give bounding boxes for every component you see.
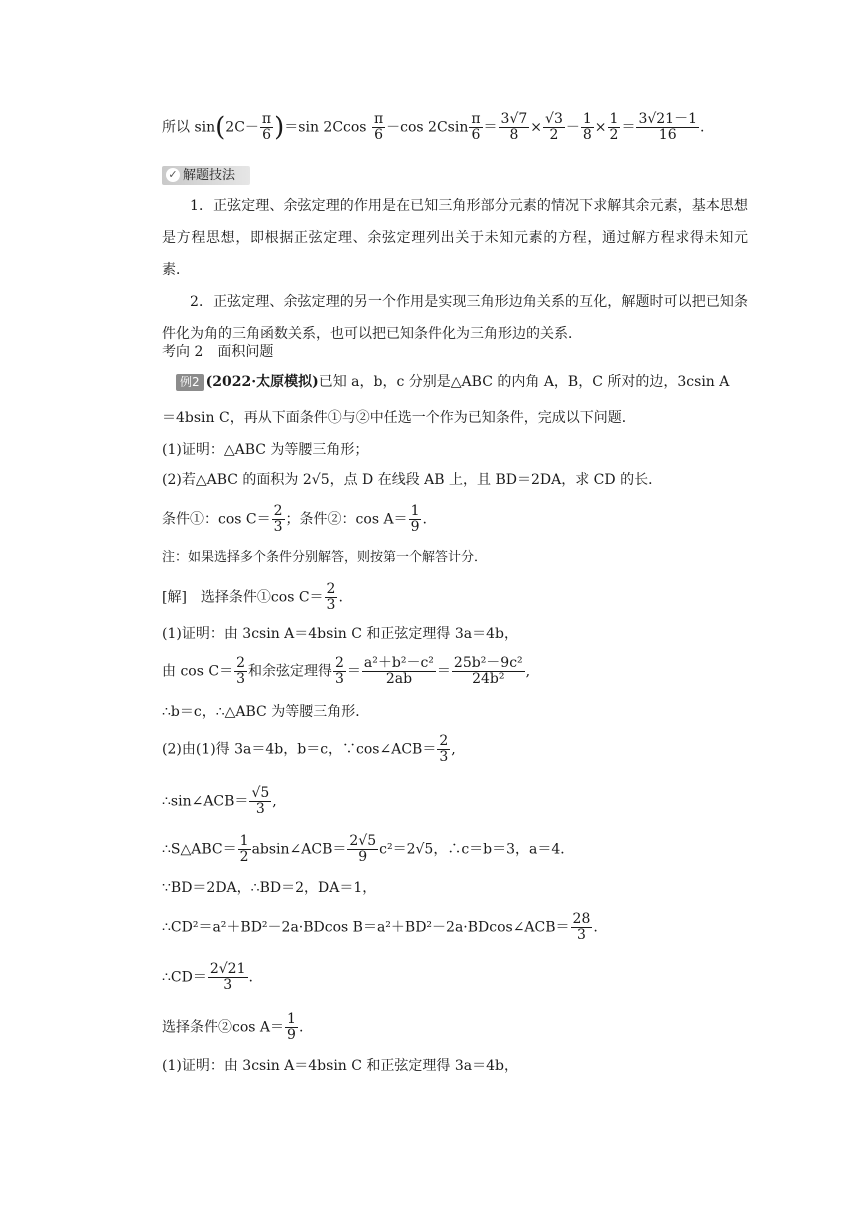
example-line-1 [176, 372, 729, 392]
fraction: $\frac{2}{3}$ [273, 503, 283, 535]
text: [解] 选择条件①cos C＝ [162, 589, 324, 606]
fraction: $\frac{1}{2}$ [609, 111, 619, 143]
fraction: $\frac{1}{2}$ [239, 833, 249, 865]
text: absin∠ACB＝ [251, 841, 347, 858]
solution-head: [解] 选择条件①cos C＝ $\frac{2}{3}$ . [162, 581, 343, 613]
fraction: $\frac{2}{3}$ [236, 655, 245, 687]
text: ∴CD²＝a²＋BD²－2a·BDcos B＝a²＋BD²－2a·BDcos∠ACB＝ [162, 919, 570, 936]
question-1: (1)证明：△ABC 为等腰三角形； [162, 442, 369, 458]
solution-step-3: ∴b＝c，∴△ABC 为等腰三角形． [162, 704, 370, 720]
example-source: (2022·太原模拟) [205, 374, 319, 390]
fraction: $\frac{2}{3}$ [326, 581, 336, 613]
text: ＝sin 2Ccos [284, 119, 367, 136]
tip-1: 1．正弦定理、余弦定理的作用是在已知三角形部分元素的情况下求解其余元素，基本思想是方程思想，即根据正弦定理、余弦定理列出关于未知元素的方程，通过解方程求得未知元素． [162, 198, 748, 278]
solution-alt-step-1: (1)证明：由 3csin A＝4bsin C 和正弦定理得 3a＝4b， [162, 1058, 519, 1074]
text: 条件①：cos C＝ [162, 511, 271, 528]
solution-step-1: (1)证明：由 3csin A＝4bsin C 和正弦定理得 3a＝4b， [162, 626, 519, 642]
fraction: $\frac{2√21}{3}$ [209, 961, 246, 993]
note: 注：如果选择多个条件分别解答，则按第一个解答计分． [162, 550, 488, 565]
badge-label: 解题技法 [183, 168, 236, 183]
text: ；条件②：cos A＝ [285, 511, 408, 528]
text: ∴sin∠ACB＝ [162, 793, 249, 810]
fraction: $\frac{2}{3}$ [335, 655, 344, 687]
text: 由 cos C＝ [162, 663, 234, 680]
check-icon: ✓ [166, 168, 180, 182]
example-line-2: ＝4bsin C，再从下面条件①与②中任选一个作为已知条件，完成以下问题． [162, 410, 636, 426]
text: 已知 a，b，c 分别是△ABC 的内角 A，B，C 所对的边，3csin A [318, 374, 730, 390]
text: 2C－ [225, 119, 259, 136]
fraction: $\frac{1}{8}$ [582, 111, 592, 143]
solution-step-6 [162, 834, 574, 865]
solution-step-8: ∴CD²＝a²＋BD²－2a·BDcos B＝a²＋BD²－2a·BDcos∠ACB＝ $\frac{28}{3}$ . [162, 911, 598, 943]
fraction: $\frac{\text{a²＋b²－c²}}{2ab}$ [363, 655, 434, 687]
text: ∴CD＝ [162, 969, 207, 986]
section-heading: 考向 2 面积问题 [162, 344, 274, 360]
solution-alt-head: 选择条件②cos A＝ $\frac{1}{9}$ . [162, 1011, 304, 1043]
fraction: $\frac{\pi}{6}$ [373, 111, 384, 143]
solution-step-4: (2)由(1)得 3a＝4b，b＝c，∵cos∠ACB＝ $\frac{2}{3}$ , [162, 733, 456, 765]
text: 选择条件②cos A＝ [162, 1019, 285, 1036]
fraction: $\frac{28}{3}$ [572, 911, 591, 943]
text: 所以 sin [162, 119, 216, 136]
fraction: $\frac{\pi}{6}$ [471, 111, 481, 143]
fraction: $\frac{√3}{2}$ [545, 111, 563, 143]
fraction: $\frac{3√7}{8}$ [500, 111, 528, 143]
fraction: $\frac{\text{25b²－9c²}}{\text{24b²}}$ [453, 655, 523, 687]
conditions: 条件①：cos C＝ $\frac{2}{3}$ ；条件②：cos A＝ $\frac{1}{9}$ . [162, 503, 427, 535]
question-2: (2)若△ABC 的面积为 2√5，点 D 在线段 AB 上，且 BD＝2DA，求 CD 的长． [162, 472, 663, 488]
fraction: $\frac{1}{9}$ [410, 503, 420, 535]
fraction: $\frac{2√5}{9}$ [349, 833, 377, 865]
fraction: $\frac{1}{9}$ [287, 1011, 296, 1043]
fraction: $\frac{\pi}{6}$ [261, 111, 272, 143]
solution-tips-badge [162, 166, 250, 185]
solution-step-5: ∴sin∠ACB＝ $\frac{√5}{3}$ , [162, 785, 277, 817]
text: 和余弦定理得 [248, 663, 332, 680]
text: －cos 2Csin [386, 119, 469, 136]
tip-2: 2．正弦定理、余弦定理的另一个作用是实现三角形边角关系的互化，解题时可以把已知条件化为角的三角函数关系，也可以把已知条件化为三角形边的关系． [162, 294, 748, 342]
conclusion-formula: 所以 sin(2C－ $\frac{\pi}{6}$ )＝sin 2Ccos $\frac{\pi}{6}$ －cos 2Csin $\frac{\pi}{6}$ ＝ $\frac{3√7}{8}$ × $\frac{√3}{2}$ － $\frac{1}{8}$ × $\frac{1}{2}$ ＝ $\frac{3√21-1}{16}$ . [162, 111, 705, 143]
solution-step-7: ∵BD＝2DA，∴BD＝2，DA＝1， [162, 880, 377, 896]
solution-step-9: ∴CD＝ $\frac{2√21}{3}$ . [162, 961, 253, 993]
text: ∴S△ABC＝ [162, 841, 237, 858]
solution-step-2: 由 cos C＝ $\frac{2}{3}$ 和余弦定理得 $\frac{2}{3}$ ＝ $\frac{\text{a²＋b²－c²}}{2ab}$ ＝ $\frac{\text{25b²－9c²}}{\text{24b²}}$ , [162, 655, 531, 687]
text: (2)由(1)得 3a＝4b，b＝c，∵cos∠ACB＝ [162, 741, 437, 758]
fraction: $\frac{√5}{3}$ [251, 785, 270, 817]
example-tag: 例2 [176, 374, 204, 391]
fraction: $\frac{2}{3}$ [439, 733, 449, 765]
text: c²＝2√5，∴c＝b＝3，a＝4． [379, 841, 575, 858]
fraction: $\frac{3√21-1}{16}$ [638, 111, 697, 143]
